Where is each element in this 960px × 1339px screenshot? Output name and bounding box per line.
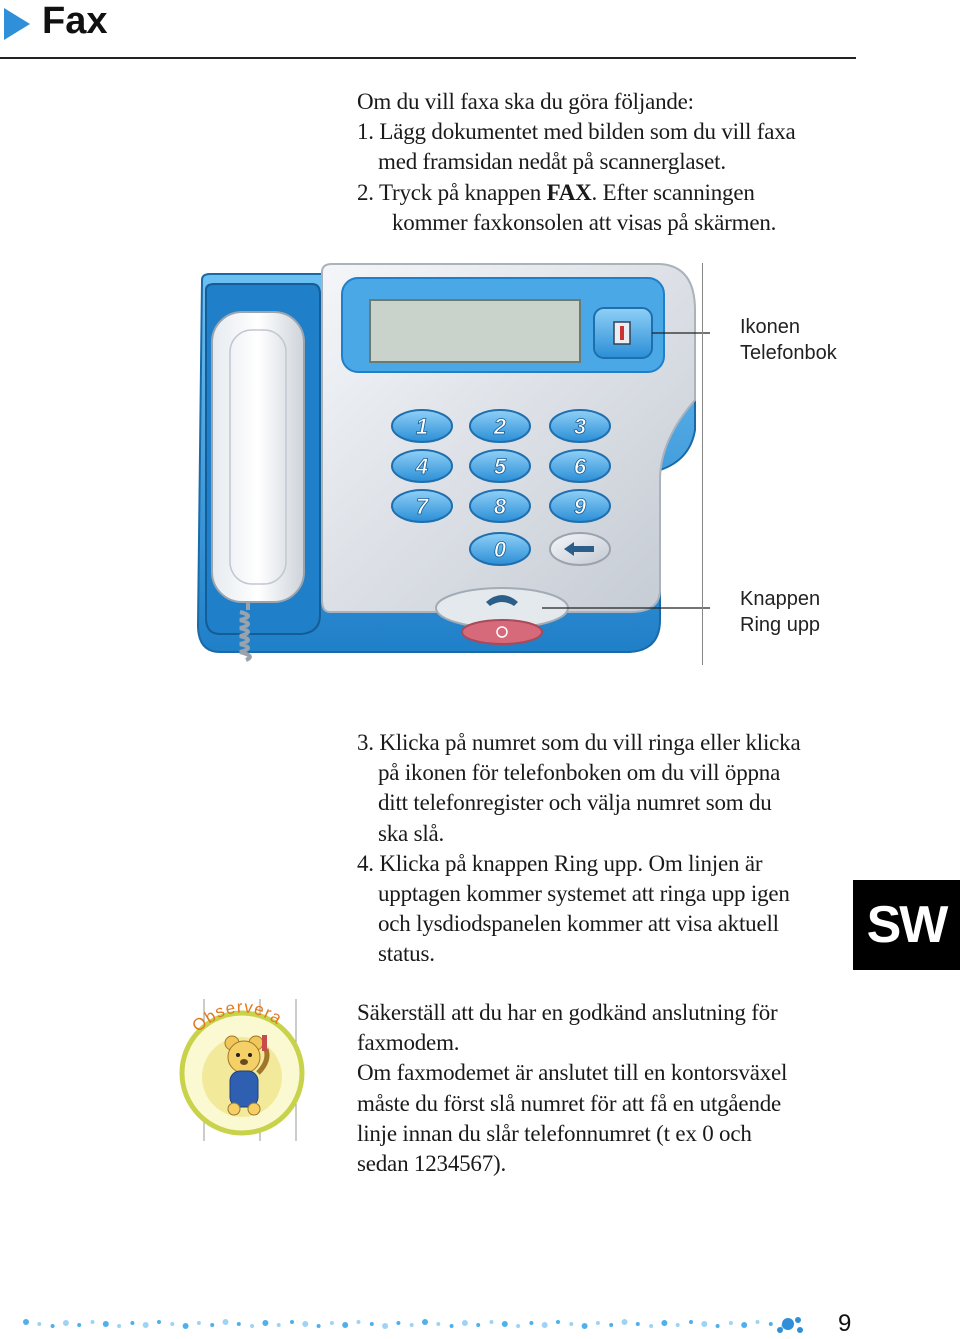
handset — [212, 312, 304, 602]
intro-text — [357, 87, 857, 238]
step-2-line-a — [357, 178, 857, 208]
step-3-line-d: ska slå. — [378, 820, 445, 846]
callout-vertical-rule — [702, 263, 703, 665]
footer-dot — [302, 1321, 308, 1327]
footer-dot — [689, 1320, 693, 1324]
footer-dot — [157, 1320, 161, 1324]
backspace-key — [550, 533, 610, 565]
keypad-key-3 — [550, 410, 610, 442]
note-line: sedan 1234567). — [357, 1151, 507, 1177]
footer-dot — [676, 1323, 680, 1327]
footer-dot — [622, 1319, 628, 1325]
keypad-key-label: 0 — [493, 537, 507, 562]
footer-dot — [396, 1321, 400, 1325]
keypad-key-label: 9 — [573, 494, 587, 519]
footer-cluster-icon — [777, 1317, 803, 1333]
footer-dot — [290, 1320, 294, 1324]
footer-dot — [516, 1324, 520, 1328]
step-4-line-c: och lysdiodspanelen kommer att visa aktuell — [378, 911, 779, 937]
language-tab: SW — [853, 880, 960, 970]
keypad-key-1 — [392, 410, 452, 442]
footer-dot — [23, 1319, 29, 1325]
footer-dot — [701, 1321, 707, 1327]
footer-dot — [342, 1322, 348, 1328]
lcd-screen — [370, 300, 580, 362]
footer-dot — [410, 1323, 414, 1327]
callout-phonebook — [740, 314, 837, 366]
footer-dot — [716, 1324, 720, 1328]
footer-dot — [729, 1321, 733, 1325]
footer-dot — [223, 1319, 229, 1325]
keypad-key-7 — [392, 490, 452, 522]
footer-dot — [262, 1320, 268, 1326]
footer-dot — [462, 1320, 468, 1326]
footer-dot — [422, 1319, 428, 1325]
footer-dot — [490, 1320, 494, 1324]
note-line: linje innan du slår telefonnumret (t ex 0 och — [357, 1120, 752, 1146]
footer-dot — [183, 1323, 189, 1329]
step-1-line-a: 1. Lägg dokumentet med bilden som du vill faxa — [357, 119, 796, 145]
footer-dot — [542, 1322, 548, 1328]
keypad-key-label: 2 — [493, 414, 507, 439]
keypad-key-2 — [470, 410, 530, 442]
footer-dot — [51, 1324, 55, 1328]
footer-dot — [382, 1323, 388, 1329]
keypad-key-label: 8 — [493, 494, 507, 519]
footer-dot — [582, 1323, 588, 1329]
step-4-line-b: upptagen kommer systemet att ringa upp igen — [378, 881, 790, 907]
note-line: faxmodem. — [357, 1030, 460, 1056]
page-header — [0, 0, 860, 60]
badge-label: Observera — [188, 997, 286, 1036]
keypad-key-label: 4 — [415, 454, 429, 479]
footer-dot — [330, 1321, 334, 1325]
footer-dot — [357, 1320, 361, 1324]
keypad-key-9 — [550, 490, 610, 522]
footer-dot — [91, 1320, 95, 1324]
footer-dot — [569, 1322, 573, 1326]
footer-dot — [103, 1321, 109, 1327]
footer-dot — [143, 1322, 149, 1328]
intro-lead: Om du vill faxa ska du göra följande: — [357, 89, 694, 114]
fax-keyword: FAX — [546, 179, 592, 205]
footer-dot — [476, 1323, 480, 1327]
keypad-key-label: 6 — [573, 454, 587, 479]
callout-dial-line1: Knappen — [740, 588, 821, 610]
keypad-key-4 — [392, 450, 452, 482]
footer-dot — [317, 1324, 321, 1328]
footer-dot — [370, 1322, 374, 1326]
footer-dot — [197, 1321, 201, 1325]
footer-dot-border — [20, 1312, 810, 1338]
note-line: Säkerställ att du har en godkänd anslutning för — [357, 1000, 778, 1025]
note-line: Om faxmodemet är anslutet till en kontorsväxel — [357, 1060, 788, 1086]
keypad-key-8 — [470, 490, 530, 522]
callout-phonebook-line2: Telefonbok — [740, 342, 837, 364]
page-title: Fax — [42, 0, 108, 42]
callout-phonebook-line1: Ikonen — [740, 316, 801, 338]
footer-dot — [609, 1323, 613, 1327]
footer-dot — [741, 1322, 747, 1328]
footer-dot — [436, 1322, 440, 1326]
footer-dot — [556, 1320, 560, 1324]
observera-badge — [170, 995, 310, 1145]
footer-dot — [37, 1322, 41, 1326]
observera-note — [357, 998, 857, 1179]
footer-dot — [756, 1320, 760, 1324]
footer-dot — [277, 1323, 281, 1327]
step-2-line-b: kommer faxkonsolen att visas på skärmen. — [392, 209, 777, 235]
footer-dot — [649, 1324, 653, 1328]
footer-dot — [117, 1324, 121, 1328]
callout-dial — [740, 586, 820, 638]
footer-dot — [210, 1323, 214, 1327]
keypad-key-label: 7 — [415, 494, 429, 519]
footer-dot — [636, 1322, 640, 1326]
step-4-line-d: status. — [378, 941, 435, 967]
step-2-post: . Efter scanningen — [591, 179, 755, 205]
step-3-line-a: 3. Klicka på numret som du vill ringa eller klicka — [357, 730, 801, 755]
hang-up-button — [462, 620, 542, 644]
play-triangle-icon — [4, 8, 30, 40]
footer-dot — [250, 1324, 254, 1328]
footer-dot — [529, 1321, 533, 1325]
keypad-key-5 — [470, 450, 530, 482]
step-4-line-a: 4. Klicka på knappen Ring upp. Om linjen är — [357, 850, 763, 876]
footer-dot — [769, 1322, 773, 1326]
steps-text — [357, 728, 857, 970]
keypad-key-label: 3 — [573, 414, 587, 439]
keypad-key-6 — [550, 450, 610, 482]
callout-dial-line2: Ring upp — [740, 614, 821, 636]
footer-dot — [596, 1321, 600, 1325]
step-1-line-b: med framsidan nedåt på scannerglaset. — [378, 149, 726, 175]
step-3-line-b: på ikonen för telefonboken om du vill öppna — [378, 760, 781, 786]
step-3-line-c: ditt telefonregister och välja numret som du — [378, 790, 772, 816]
footer-dot — [661, 1320, 667, 1326]
footer-dot — [63, 1320, 69, 1326]
keypad-key-label: 1 — [415, 414, 429, 439]
keypad-key-0 — [470, 533, 530, 565]
footer-dot — [450, 1324, 454, 1328]
footer-dot — [170, 1322, 174, 1326]
fax-phone-illustration — [190, 260, 710, 670]
footer-dot — [130, 1321, 134, 1325]
step-2-pre: 2. Tryck på knappen — [357, 179, 547, 205]
header-rule — [0, 57, 856, 59]
page-number: 9 — [838, 1310, 852, 1337]
keypad-key-label: 5 — [493, 454, 507, 479]
note-line: måste du först slå numret för att få en utgående — [357, 1090, 782, 1116]
footer-dot — [502, 1321, 508, 1327]
footer-dot — [77, 1323, 81, 1327]
footer-dot — [237, 1322, 241, 1326]
